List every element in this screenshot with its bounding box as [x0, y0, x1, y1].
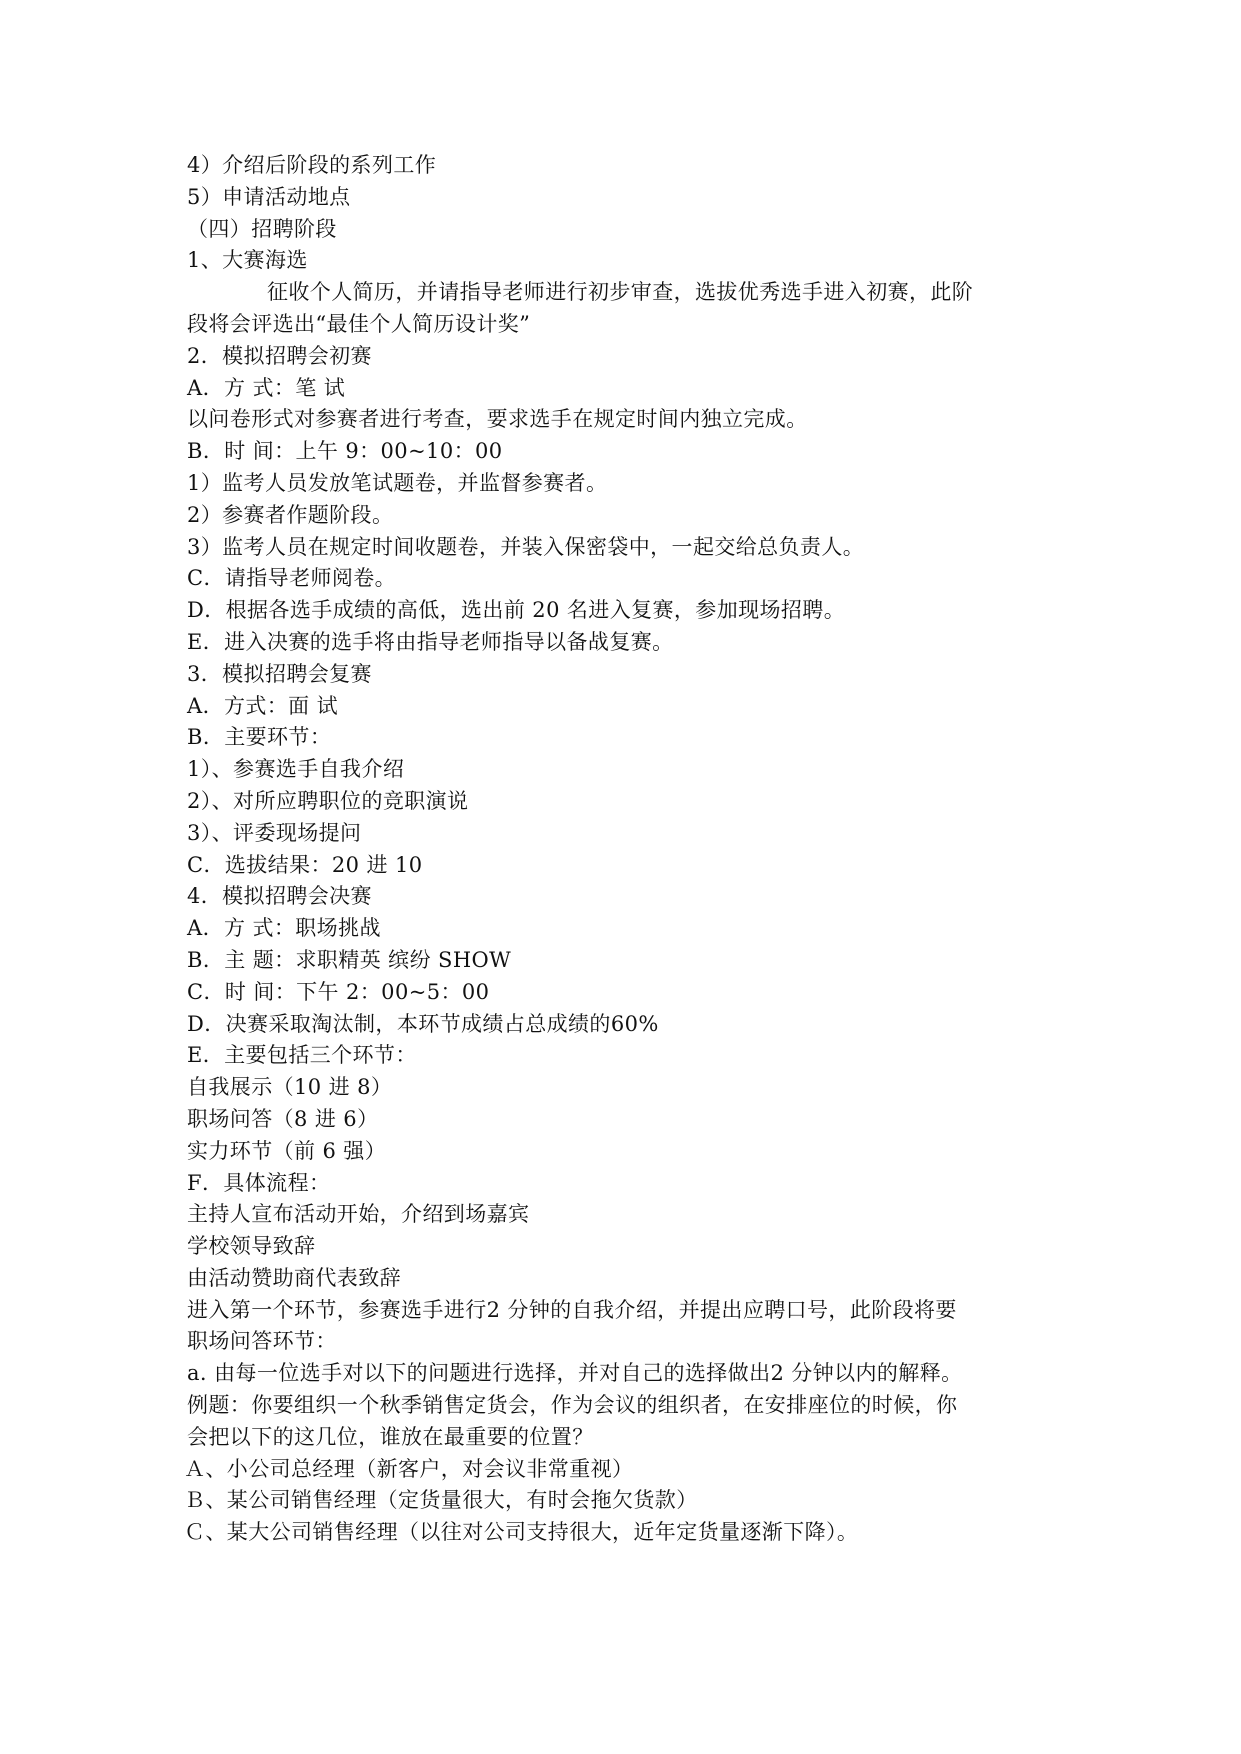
list-item: 1）、参赛选手自我介绍: [187, 757, 405, 782]
list-item: 2）、对所应聘职位的竞职演说: [187, 788, 469, 813]
subsection-heading: 1、大赛海选: [187, 248, 308, 273]
text-line: C．请指导老师阅卷。: [187, 566, 397, 591]
text-line: D．根据各选手成绩的高低，选出前 20 名进入复赛，参加现场招聘。: [187, 598, 846, 623]
list-item: 实力环节（前 6 强）: [187, 1138, 387, 1163]
list-item: 1）监考人员发放笔试题卷，并监督参赛者。: [187, 470, 608, 495]
option-item: Ａ、小公司总经理（新客户，对会议非常重视）: [184, 1456, 634, 1481]
text-line: E．主要包括三个环节：: [187, 1043, 417, 1068]
list-item: 学校领导致辞: [187, 1234, 316, 1259]
text-line: A．方 式：职场挑战: [187, 916, 381, 941]
section-heading: （四）招聘阶段: [187, 216, 337, 241]
paragraph-line: 会把以下的这几位，谁放在最重要的位置？: [187, 1424, 594, 1449]
paragraph-line: 例题：你要组织一个秋季销售定货会，作为会议的组织者，在安排座位的时候，你: [187, 1393, 958, 1418]
list-item: 职场问答（8 进 6）: [187, 1106, 379, 1131]
list-item: 2）参赛者作题阶段。: [187, 502, 394, 527]
text-line: A．方 式：笔 试: [187, 375, 346, 400]
list-item: 由活动赞助商代表致辞: [187, 1265, 401, 1290]
subsection-heading: 4．模拟招聘会决赛: [187, 884, 372, 909]
paragraph-line: 段将会评选出“最佳个人简历设计奖”: [187, 311, 531, 336]
text-line: B．主要环节：: [187, 725, 332, 750]
text-line: F．具体流程：: [187, 1170, 331, 1195]
paragraph-line: a. 由每一位选手对以下的问题进行选择，并对自己的选择做出2 分钟以内的解释。: [187, 1361, 963, 1386]
option-item: Ｃ、某大公司销售经理（以往对公司支持很大，近年定货量逐渐下降）。: [184, 1520, 859, 1545]
option-item: Ｂ、某公司销售经理（定货量很大，有时会拖欠货款）: [184, 1488, 698, 1513]
list-item: 主持人宣布活动开始，介绍到场嘉宾: [187, 1202, 530, 1227]
text-line: B．时 间：上午 9：00~10：00: [187, 439, 503, 464]
text-line: 4）介绍后阶段的系列工作: [187, 153, 437, 177]
paragraph-line: 征收个人简历，并请指导老师进行初步审查，选拔优秀选手进入初赛，此阶: [267, 280, 974, 305]
list-item: 自我展示（10 进 8）: [187, 1075, 393, 1100]
list-item: 3）、评委现场提问: [187, 820, 362, 845]
list-item: 3）监考人员在规定时间收题卷，并装入保密袋中，一起交给总负责人。: [187, 534, 865, 559]
text-line: 以问卷形式对参赛者进行考查，要求选手在规定时间内独立完成。: [187, 407, 808, 432]
subsection-heading: 2．模拟招聘会初赛: [187, 343, 372, 368]
text-line: A．方式：面 试: [187, 693, 339, 718]
text-line: D．决赛采取淘汰制，本环节成绩占总成绩的60%: [187, 1011, 659, 1036]
paragraph-line: 进入第一个环节，参赛选手进行2 分钟的自我介绍，并提出应聘口号，此阶段将要: [187, 1297, 957, 1322]
text-line: C．时 间：下午 2：00~5：00: [187, 979, 490, 1004]
text-line: 5）申请活动地点: [187, 184, 351, 209]
text-line: B．主 题：求职精英 缤纷 SHOW: [187, 947, 512, 972]
text-line: E．进入决赛的选手将由指导老师指导以备战复赛。: [187, 629, 674, 654]
text-line: 职场问答环节：: [187, 1329, 337, 1354]
document-body: [184, 150, 1092, 1549]
text-line: C．选拔结果：20 进 10: [187, 852, 423, 877]
subsection-heading: 3．模拟招聘会复赛: [187, 661, 372, 686]
